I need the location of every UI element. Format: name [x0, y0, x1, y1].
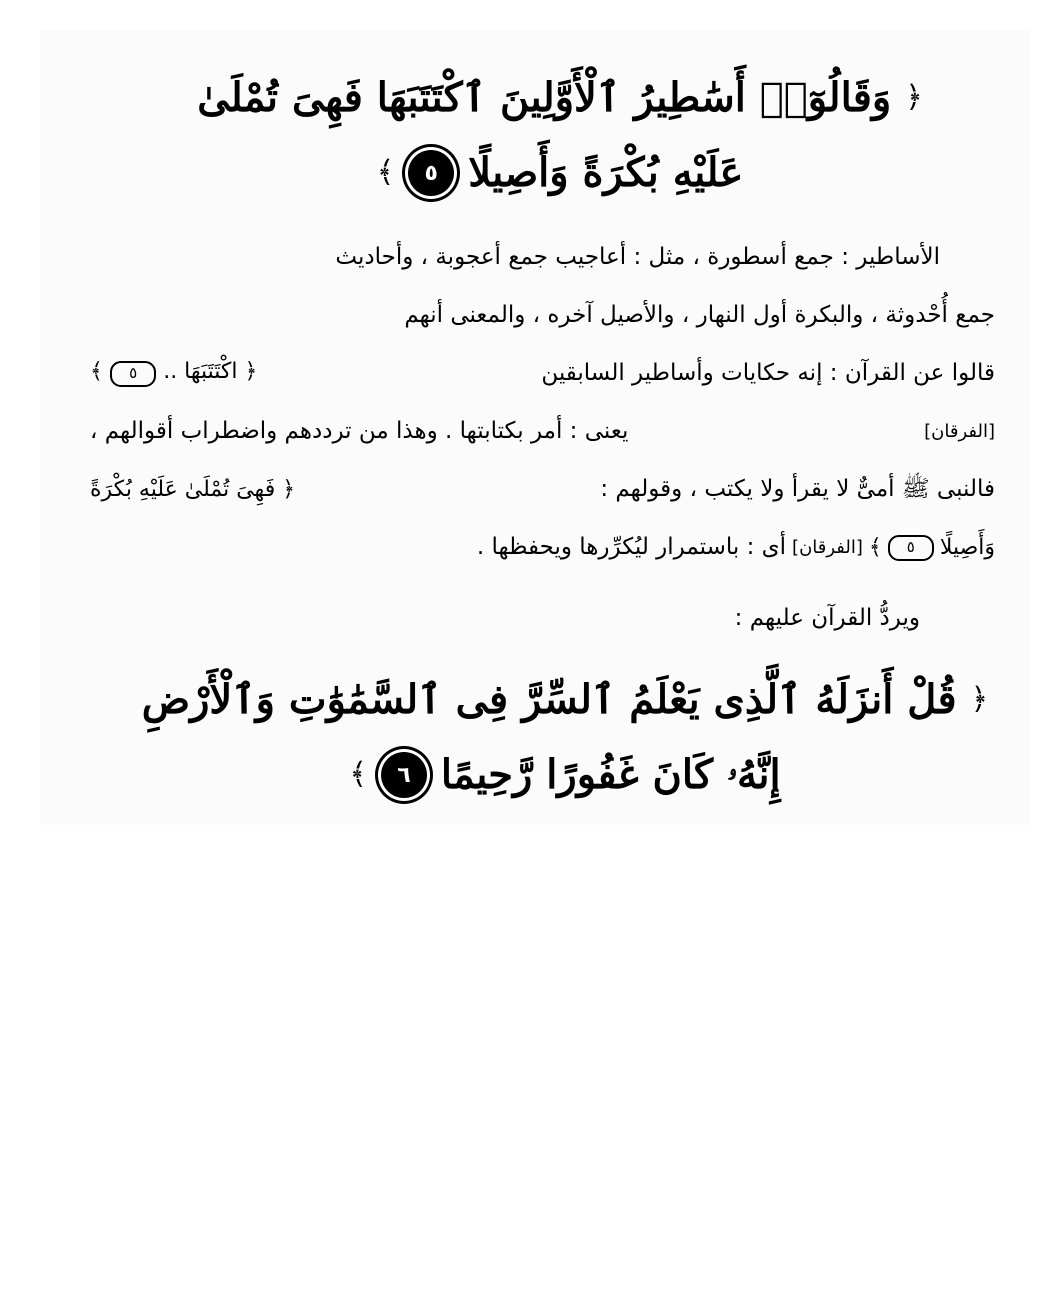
verse-5-line-2 [170, 138, 950, 208]
verse-5-line-1 [170, 68, 950, 128]
commentary-text: أى : باستمرار ليُكرِّرها ويحفظها . [476, 534, 787, 560]
ornament-open-icon: ﴿ [970, 682, 989, 717]
verse-6-text-line-2: إِنَّهُۥ كَانَ غَفُورًا رَّحِيمًا [440, 751, 781, 798]
commentary-line [90, 354, 995, 393]
page-scan [40, 30, 1030, 825]
surah-reference: [الفرقان] [924, 420, 995, 442]
commentary-line [90, 470, 995, 509]
quran-verse-6 [141, 670, 989, 810]
verse-6-text-line-1: قُلْ أَنزَلَهُ ٱلَّذِى يَعْلَمُ ٱلسِّرَّ فِى ٱلسَّمَٰوَٰتِ وَٱلْأَرْضِ [141, 676, 957, 723]
commentary-line [90, 238, 995, 277]
closing-line: ويردُّ القرآن عليهم : [734, 605, 920, 631]
commentary-line [90, 528, 995, 567]
commentary-text: يعنى : أمر بكتابتها . وهذا من ترددهم واضطراب أقوالهم ، [90, 418, 629, 444]
ornament-close-icon: ﴾ [349, 757, 367, 792]
commentary-text: جمع أُحْدوثة ، والبكرة أول النهار ، والأصيل آخره ، والمعنى أنهم [404, 302, 995, 328]
ayah-number-badge: ٥ [888, 535, 934, 561]
ayah-number-badge: ٥ [110, 361, 156, 387]
quoted-verse: ﴿ فَهِىَ تُمْلَىٰ عَلَيْهِ بُكْرَةً [90, 476, 296, 502]
verse-6-line-1 [141, 670, 989, 730]
commentary-text: قالوا عن القرآن : إنه حكايات وأساطير السابقين [541, 360, 995, 386]
commentary-line [90, 412, 995, 451]
commentary-text: الأساطير : جمع أسطورة ، مثل : أعاجيب جمع أعجوبة ، وأحاديث [335, 244, 940, 270]
commentary-line [90, 296, 995, 335]
quran-verse-5 [170, 68, 950, 208]
brace-close: ﴾ [868, 534, 882, 560]
commentary-text: فالنبى ﷺ أمىٌّ لا يقرأ ولا يكتب ، وقولهم : [600, 476, 995, 502]
verse-5-text-line-2: عَلَيْهِ بُكْرَةً وَأَصِيلًا [468, 149, 744, 196]
verse-5-text-line-1: وَقَالُوٓا۟ أَسَٰطِيرُ ٱلْأَوَّلِينَ ٱكْتَتَبَهَا فَهِىَ تُمْلَىٰ [197, 74, 892, 121]
quoted-verse: وَأَصِيلًا [939, 534, 995, 560]
quoted-verse: ﴿ اكْتَتَبَهَا .. ٥ ﴾ [90, 360, 257, 387]
commentary-paragraph [90, 238, 995, 586]
ayah-number-badge: ٥ [408, 150, 454, 196]
ayah-number-badge: ٦ [381, 752, 427, 798]
ornament-open-icon: ﴿ [905, 80, 923, 115]
verse-6-line-2 [200, 740, 930, 810]
surah-reference: [الفرقان] [792, 536, 863, 558]
ornament-close-icon: ﴾ [376, 155, 395, 190]
